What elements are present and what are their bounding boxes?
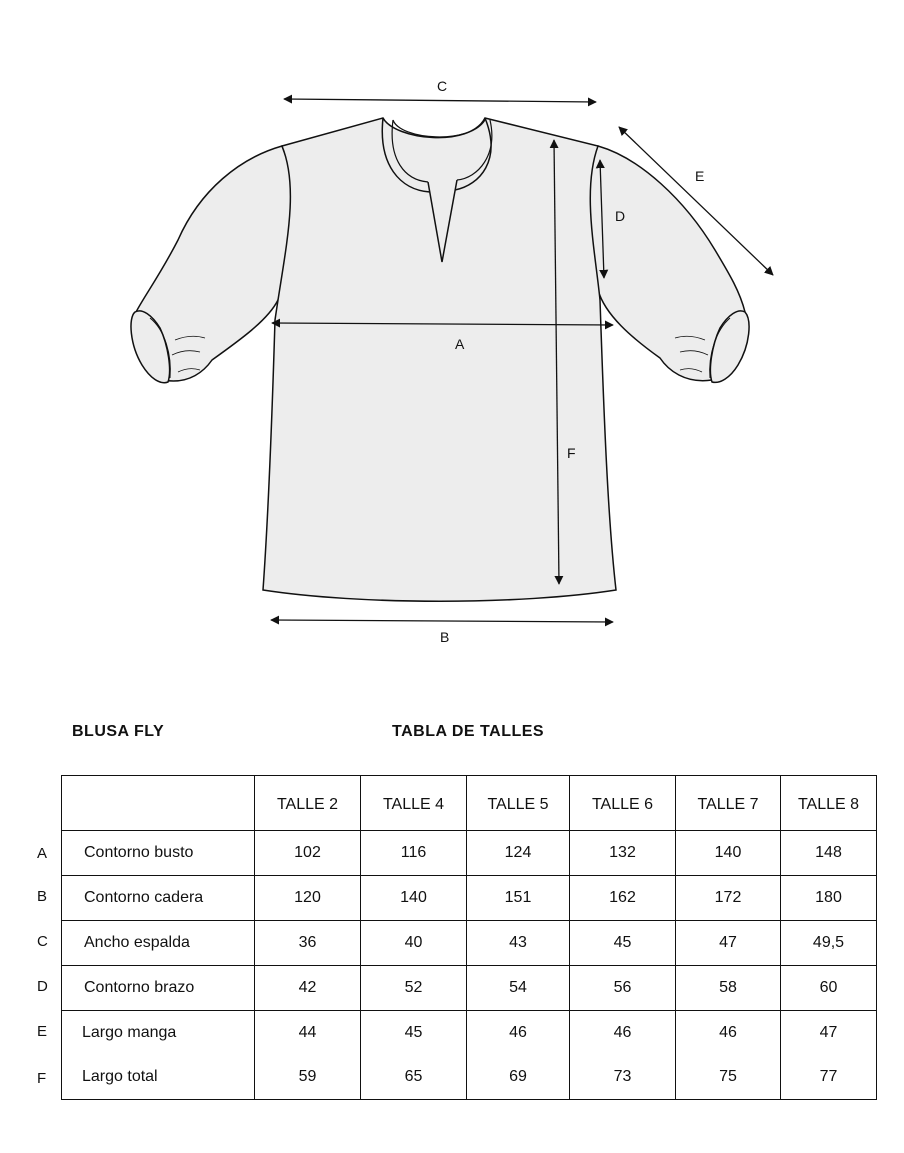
table-cell: 132 [570,831,676,876]
table-cell: 75 [676,1055,781,1100]
table-cell: 42 [255,966,361,1011]
column-header: TALLE 6 [570,776,676,831]
table-row [62,876,877,921]
row-label: Largo manga [62,1011,255,1056]
size-table-title: TABLA DE TALLES [392,723,545,740]
dimension-arrow-c [284,99,596,102]
table-cell: 46 [467,1011,570,1056]
dimension-label-e: E [695,168,705,184]
table-cell: 45 [570,921,676,966]
column-header: TALLE 8 [781,776,877,831]
table-cell: 52 [361,966,467,1011]
dimension-label-f: F [567,445,576,461]
table-cell: 116 [361,831,467,876]
table-cell: 148 [781,831,877,876]
table-cell: 140 [361,876,467,921]
row-letter-d: D [37,978,48,995]
table-row [62,831,877,876]
table-cell: 69 [467,1055,570,1100]
row-letter-c: C [37,933,48,950]
table-cell: 124 [467,831,570,876]
row-letter-e: E [37,1023,48,1040]
table-corner-cell [62,776,255,831]
table-cell: 40 [361,921,467,966]
table-cell: 102 [255,831,361,876]
row-letter-b: B [37,888,48,905]
table-cell: 49,5 [781,921,877,966]
table-cell: 120 [255,876,361,921]
table-cell: 47 [676,921,781,966]
column-header: TALLE 5 [467,776,570,831]
dimension-label-c: C [437,78,448,94]
table-cell: 54 [467,966,570,1011]
dimension-label-d: D [615,208,626,224]
table-cell: 43 [467,921,570,966]
table-cell: 162 [570,876,676,921]
table-cell: 45 [361,1011,467,1056]
table-header-row [62,776,877,831]
table-cell: 65 [361,1055,467,1100]
table-cell: 47 [781,1011,877,1056]
table-row [62,966,877,1011]
size-table [61,775,877,1100]
table-cell: 77 [781,1055,877,1100]
table-row [62,921,877,966]
table-cell: 180 [781,876,877,921]
table-cell: 56 [570,966,676,1011]
row-label: Contorno brazo [62,966,255,1011]
table-cell: 46 [676,1011,781,1056]
dimension-arrow-b [271,620,613,622]
row-letter-f: F [37,1070,47,1087]
table-row [62,1011,877,1056]
table-cell: 151 [467,876,570,921]
table-cell: 60 [781,966,877,1011]
product-name: BLUSA FLY [72,723,165,740]
row-label: Largo total [62,1055,255,1100]
dimension-label-b: B [440,629,450,645]
table-cell: 140 [676,831,781,876]
table-cell: 59 [255,1055,361,1100]
table-cell: 172 [676,876,781,921]
column-header: TALLE 2 [255,776,361,831]
table-cell: 36 [255,921,361,966]
row-letter-a: A [37,845,48,862]
row-label: Contorno busto [62,831,255,876]
column-header: TALLE 4 [361,776,467,831]
table-cell: 58 [676,966,781,1011]
column-header: TALLE 7 [676,776,781,831]
row-label: Contorno cadera [62,876,255,921]
dimension-label-a: A [455,336,465,352]
table-cell: 73 [570,1055,676,1100]
table-row [62,1055,877,1100]
table-cell: 44 [255,1011,361,1056]
table-cell: 46 [570,1011,676,1056]
row-label: Ancho espalda [62,921,255,966]
